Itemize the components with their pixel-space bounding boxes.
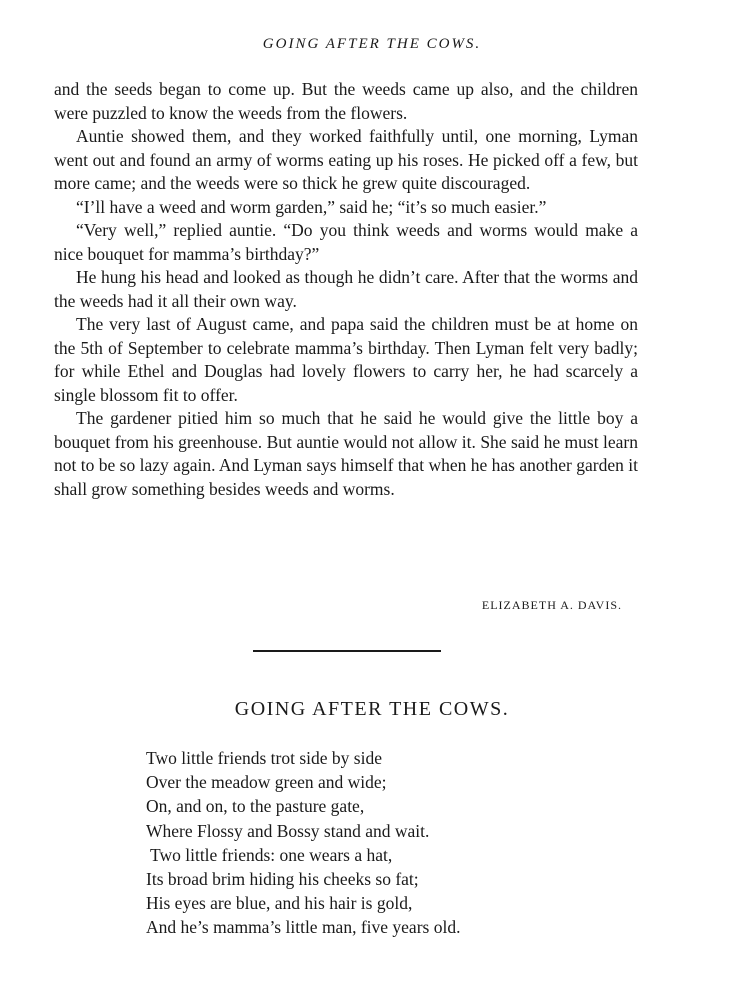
poem-line: Two little friends: one wears a hat, (150, 844, 393, 865)
story-paragraph: The very last of August came, and papa said the children must be at home on the 5th of September to celebrate mamma’s birthday. Then Lyman felt very badly; for while Ethel and Douglas had lovely flowers to carry her, he had scarcely a single blossom fit to offer. (54, 314, 638, 405)
story-paragraph: “I’ll have a weed and worm garden,” said he; “it’s so much easier.” (76, 196, 547, 217)
story-paragraph: He hung his head and looked as though he didn’t care. After that the worms and the weeds had it all their own way. (54, 267, 638, 311)
story-paragraph: “Very well,” replied auntie. “Do you think weeds and worms would make a nice bouquet for mamma’s birthday?” (54, 220, 638, 264)
section-divider (253, 650, 441, 652)
story-paragraph: and the seeds began to come up. But the weeds came up also, and the children were puzzled to know the weeds from the flowers. (54, 79, 638, 123)
story-paragraph: The gardener pitied him so much that he said he would give the little boy a bouquet from his greenhouse. But auntie would not allow it. She said he must learn not to be so lazy again. And Lyman says himself that when he has another garden it shall grow something besides weeds and worms. (54, 408, 638, 499)
poem-line: Where Flossy and Bossy stand and wait. (146, 820, 430, 841)
poem-line: Over the meadow green and wide; (146, 772, 387, 793)
running-head: GOING AFTER THE COWS. (262, 36, 482, 52)
poem-line: Two little friends trot side by side (146, 748, 382, 768)
poem-line: Its broad brim hiding his cheeks so fat; (146, 869, 419, 890)
poem-body (146, 746, 606, 940)
poem-line: On, and on, to the pasture gate, (146, 796, 365, 817)
author-signature: ELIZABETH A. DAVIS. (481, 598, 622, 612)
poem-title: GOING AFTER THE COWS. (234, 698, 510, 720)
poem-line: And he’s mamma’s little man, five years old. (146, 917, 461, 938)
story-text (54, 78, 638, 501)
story-paragraph: Auntie showed them, and they worked faithfully until, one morning, Lyman went out and found an army of worms eating up his roses. He picked off a few, but more came; and the weeds were so thick he grew quite discouraged. (54, 126, 638, 193)
poem-line: His eyes are blue, and his hair is gold, (146, 893, 413, 914)
